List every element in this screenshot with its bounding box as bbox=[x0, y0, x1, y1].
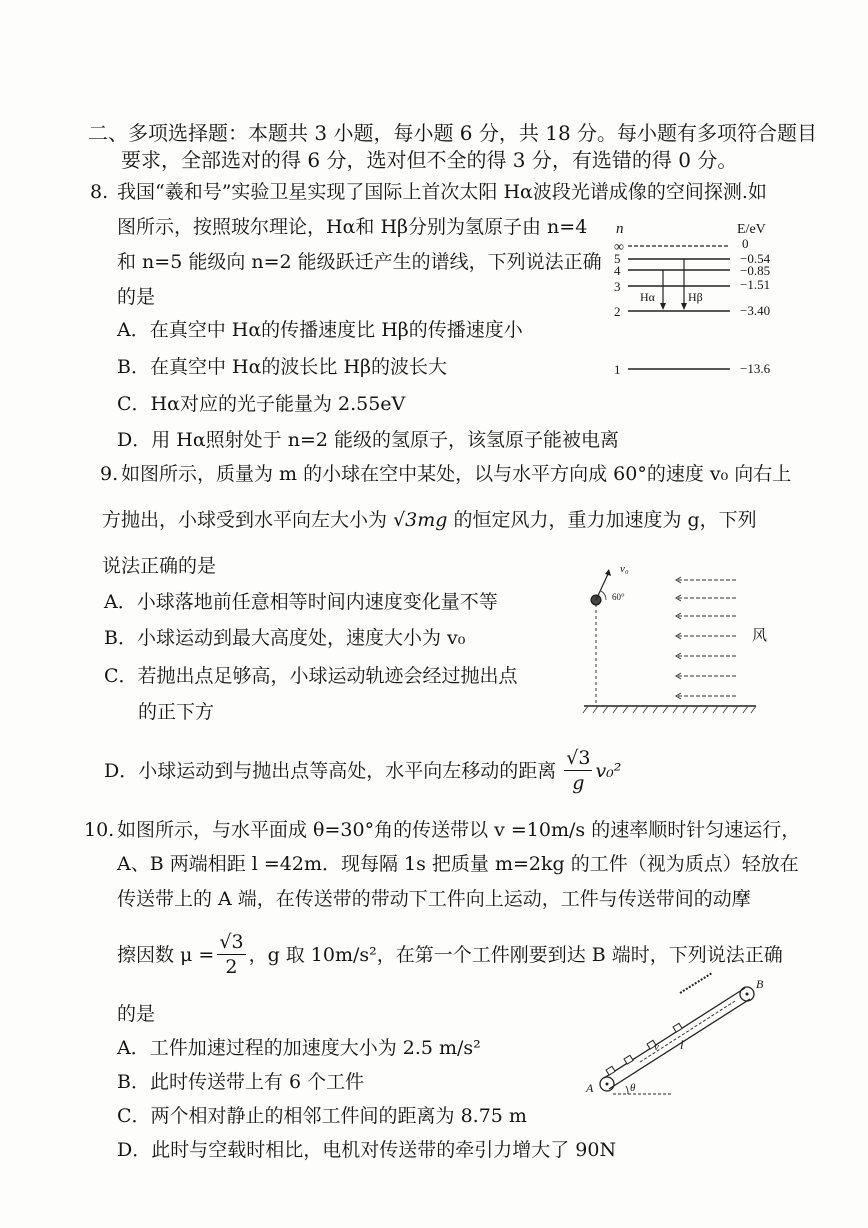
n-axis-label: n bbox=[616, 221, 624, 237]
section-heading-cont: 要求，全部选对的得 6 分，选对但不全的得 3 分，有选错的得 0 分。 bbox=[121, 148, 738, 172]
q10-line1: 如图所示，与水平面成 θ=30°角的传送带以 v =10m/s 的速率顺时针匀速运行， bbox=[117, 819, 801, 841]
svg-text:4: 4 bbox=[614, 263, 621, 278]
q9-number: 9. bbox=[100, 463, 119, 485]
svg-text:−0.85: −0.85 bbox=[740, 263, 771, 278]
theta-label: θ bbox=[630, 1082, 636, 1094]
length-label: l bbox=[680, 1037, 684, 1052]
angle-label: 60° bbox=[612, 592, 625, 602]
conveyor-diagram bbox=[580, 970, 780, 1130]
q9-option-d-v0sq: v₀² bbox=[595, 759, 622, 782]
q10-line4-pre: 擦因数 μ = bbox=[117, 943, 215, 966]
q10-mu-fraction bbox=[217, 930, 245, 979]
label-a: A bbox=[586, 1081, 594, 1095]
q9-option-b: B．小球运动到最大高度处，速度大小为 v₀ bbox=[104, 627, 466, 649]
level-inf bbox=[614, 236, 749, 255]
q9-line2 bbox=[102, 508, 757, 532]
q10-line2: A、B 两端相距 l =42m．现每隔 1s 把质量 m=2kg 的工件（视为质点）轻放在 bbox=[117, 853, 799, 875]
svg-text:1: 1 bbox=[614, 362, 621, 377]
h-alpha-arrow bbox=[640, 270, 666, 310]
q10-option-c: C．两个相对静止的相邻工件间的距离为 8.75 m bbox=[117, 1105, 527, 1127]
svg-text:−13.6: −13.6 bbox=[740, 361, 771, 376]
velocity-label: v₀ bbox=[620, 563, 629, 575]
velocity-arrowhead bbox=[605, 569, 611, 576]
ground-hatch bbox=[583, 706, 756, 713]
q9-fraction-denominator: g bbox=[572, 772, 585, 794]
q8-option-a: A．在真空中 Hα的传播速度比 Hβ的传播速度小 bbox=[117, 319, 523, 341]
q10-option-a: A．工件加速过程的加速度大小为 2.5 m/s² bbox=[117, 1037, 481, 1059]
belt-velocity-label: v bbox=[654, 1041, 659, 1053]
level-2 bbox=[614, 303, 770, 319]
q8-line3: 和 n=5 能级向 n=2 能级跃迁产生的谱线，下列说法正确 bbox=[117, 251, 602, 273]
svg-text:Hβ: Hβ bbox=[688, 290, 703, 304]
svg-text:−0.54: −0.54 bbox=[740, 251, 771, 266]
velocity-arrow bbox=[596, 574, 608, 600]
svg-text:Hα: Hα bbox=[640, 290, 655, 304]
q8-line4: 的是 bbox=[117, 286, 156, 308]
q8-option-d: D．用 Hα照射处于 n=2 能级的氢原子，该氢原子能被电离 bbox=[117, 429, 619, 451]
q9-option-d-pre: D．小球运动到与抛出点等高处，水平向左移动的距离 bbox=[104, 759, 557, 782]
level-4 bbox=[614, 263, 770, 278]
q10-number: 10. bbox=[84, 819, 115, 841]
q8-option-c: C．Hα对应的光子能量为 2.55eV bbox=[117, 393, 406, 415]
section-heading: 二、多项选择题：本题共 3 小题，每小题 6 分，共 18 分。每小题有多项符合题目 bbox=[88, 121, 818, 145]
svg-text:∞: ∞ bbox=[614, 240, 624, 255]
level-1 bbox=[614, 361, 771, 377]
q10-option-d: D．此时与空载时相比，电机对传送带的牵引力增大了 90N bbox=[117, 1139, 617, 1161]
q9-option-c-cont: 的正下方 bbox=[138, 701, 215, 723]
energy-axis-label: E/eV bbox=[737, 222, 766, 237]
label-b: B bbox=[756, 977, 764, 991]
q9-option-a: A．小球落地前任意相等时间内速度变化量不等 bbox=[104, 591, 498, 613]
q9-option-c: C．若抛出点足够高，小球运动轨迹会经过抛出点 bbox=[104, 665, 518, 687]
q8-option-b: B．在真空中 Hα的波长比 Hβ的波长大 bbox=[117, 356, 447, 378]
q10-line5: 的是 bbox=[117, 1003, 156, 1025]
angle-arc bbox=[601, 591, 606, 600]
q10-line3: 传送带上的 A 端，在传送带的带动下工件向上运动，工件与传送带间的动摩 bbox=[117, 888, 751, 910]
svg-text:3: 3 bbox=[614, 279, 621, 294]
q9-line2-post: 的恒定风力，重力加速度为 g，下列 bbox=[453, 509, 757, 531]
belt-dotted-segment bbox=[680, 973, 712, 993]
q9-option-d-fraction bbox=[564, 746, 592, 795]
svg-text:−1.51: −1.51 bbox=[740, 277, 771, 292]
belt-top bbox=[604, 988, 745, 1078]
svg-text:2: 2 bbox=[614, 304, 621, 319]
q10-option-b: B．此时传送带上有 6 个工件 bbox=[117, 1071, 365, 1093]
h-beta-arrow bbox=[681, 259, 703, 310]
q10-line4-post: ，g 取 10m/s²，在第一个工件刚要到达 B 端时，下列说法正确 bbox=[248, 943, 783, 966]
q9-wind-force-expr: √3mg bbox=[393, 509, 448, 531]
q9-option-d bbox=[104, 746, 621, 795]
svg-text:0: 0 bbox=[742, 236, 749, 251]
energy-level-diagram bbox=[600, 215, 800, 385]
q8-line1: 我国“羲和号”实验卫星实现了国际上首次太阳 Hα波段光谱成像的空间探测.如 bbox=[117, 181, 767, 203]
wind-diagram bbox=[580, 560, 770, 720]
svg-text:−3.40: −3.40 bbox=[740, 303, 771, 318]
q9-line1: 如图所示，质量为 m 的小球在空中某处，以与水平方向成 60°的速度 v₀ 向右上 bbox=[121, 463, 792, 485]
q10-mu-denominator: 2 bbox=[225, 956, 238, 978]
q9-line2-pre: 方抛出，小球受到水平向左大小为 bbox=[102, 509, 388, 531]
q8-number: 8. bbox=[90, 181, 109, 203]
q10-mu-numerator: √3 bbox=[219, 931, 244, 953]
q9-line3: 说法正确的是 bbox=[102, 555, 217, 577]
q9-fraction-numerator: √3 bbox=[566, 747, 591, 769]
q8-line2: 图所示，按照玻尔理论，Hα和 Hβ分别为氢原子由 n=4 bbox=[117, 216, 588, 238]
theta-arc bbox=[626, 1086, 628, 1094]
wind-label: 风 bbox=[752, 628, 768, 644]
wind-arrows bbox=[678, 580, 738, 696]
svg-text:5: 5 bbox=[614, 251, 621, 266]
